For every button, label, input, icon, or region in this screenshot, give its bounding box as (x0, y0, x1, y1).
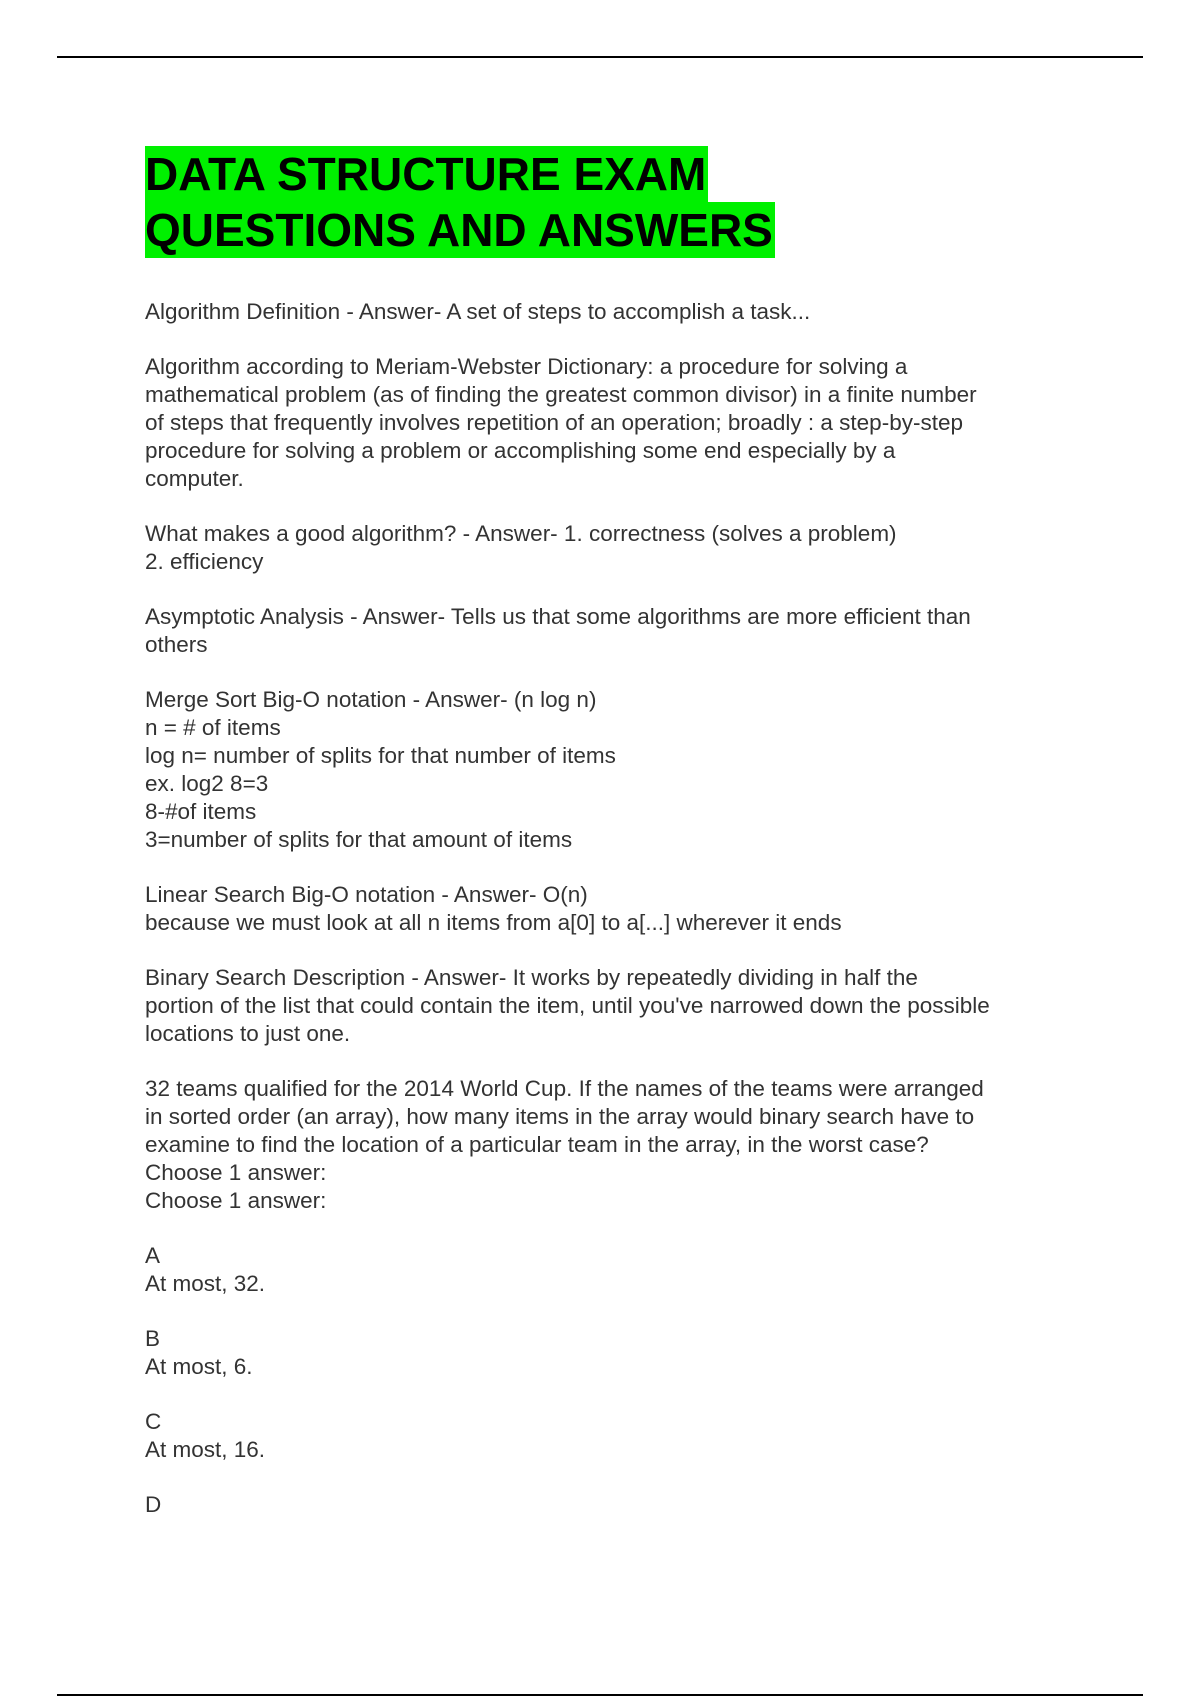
qa-entry (145, 881, 1065, 937)
qa-entry (145, 298, 1065, 326)
top-rule (57, 56, 1143, 58)
entry-line: mathematical problem (as of finding the greatest common divisor) in a finite number (145, 382, 977, 407)
title-line-1: DATA STRUCTURE EXAM (145, 148, 707, 200)
qa-entry (145, 964, 1065, 1048)
qa-entry (145, 1325, 1065, 1381)
entry-line: 8-#of items (145, 799, 257, 824)
qa-entry (145, 1491, 1065, 1519)
entry-line: portion of the list that could contain the item, until you've narrowed down the possible (145, 993, 990, 1018)
qa-entry (145, 1075, 1065, 1215)
entry-line: D (145, 1492, 162, 1517)
entry-line: locations to just one. (145, 1021, 351, 1046)
bottom-rule (57, 1694, 1143, 1696)
entry-line: At most, 6. (145, 1354, 253, 1379)
qa-entry (145, 353, 1065, 493)
entry-line: 2. efficiency (145, 549, 264, 574)
entry-line: Choose 1 answer: (145, 1160, 327, 1185)
entry-line: because we must look at all n items from a[0] to a[...] wherever it ends (145, 910, 842, 935)
entry-line: procedure for solving a problem or accomplishing some end especially by a (145, 438, 896, 463)
entry-line: computer. (145, 466, 244, 491)
qa-entry (145, 1408, 1065, 1464)
entry-line: log n= number of splits for that number of items (145, 743, 616, 768)
entry-line: Choose 1 answer: (145, 1188, 327, 1213)
entry-line: C (145, 1409, 162, 1434)
entry-line: 32 teams qualified for the 2014 World Cup. If the names of the teams were arranged (145, 1076, 984, 1101)
entry-line: Binary Search Description - Answer- It works by repeatedly dividing in half the (145, 965, 918, 990)
document-title (145, 146, 1065, 258)
qa-list (145, 298, 1065, 1519)
entry-line: Algorithm according to Meriam-Webster Dictionary: a procedure for solving a (145, 354, 908, 379)
entry-line: B (145, 1326, 161, 1351)
entry-line: of steps that frequently involves repetition of an operation; broadly : a step-by-step (145, 410, 963, 435)
entry-line: Asymptotic Analysis - Answer- Tells us that some algorithms are more efficient than (145, 604, 971, 629)
entry-line: A (145, 1243, 161, 1268)
qa-entry (145, 520, 1065, 576)
entry-line: Merge Sort Big-O notation - Answer- (n log n) (145, 687, 597, 712)
entry-line: others (145, 632, 208, 657)
entry-line: examine to find the location of a particular team in the array, in the worst case? (145, 1132, 929, 1157)
qa-entry (145, 686, 1065, 854)
entry-line: n = # of items (145, 715, 281, 740)
qa-entry (145, 603, 1065, 659)
qa-entry (145, 1242, 1065, 1298)
entry-line: ex. log2 8=3 (145, 771, 269, 796)
entry-line: Algorithm Definition - Answer- A set of steps to accomplish a task... (145, 299, 811, 324)
entry-line: At most, 16. (145, 1437, 266, 1462)
entry-line: What makes a good algorithm? - Answer- 1. correctness (solves a problem) (145, 521, 897, 546)
entry-line: in sorted order (an array), how many items in the array would binary search have to (145, 1104, 975, 1129)
document-body (145, 146, 1065, 1546)
entry-line: At most, 32. (145, 1271, 266, 1296)
title-line-2: QUESTIONS AND ANSWERS (145, 204, 773, 256)
entry-line: Linear Search Big-O notation - Answer- O(n) (145, 882, 588, 907)
entry-line: 3=number of splits for that amount of items (145, 827, 573, 852)
